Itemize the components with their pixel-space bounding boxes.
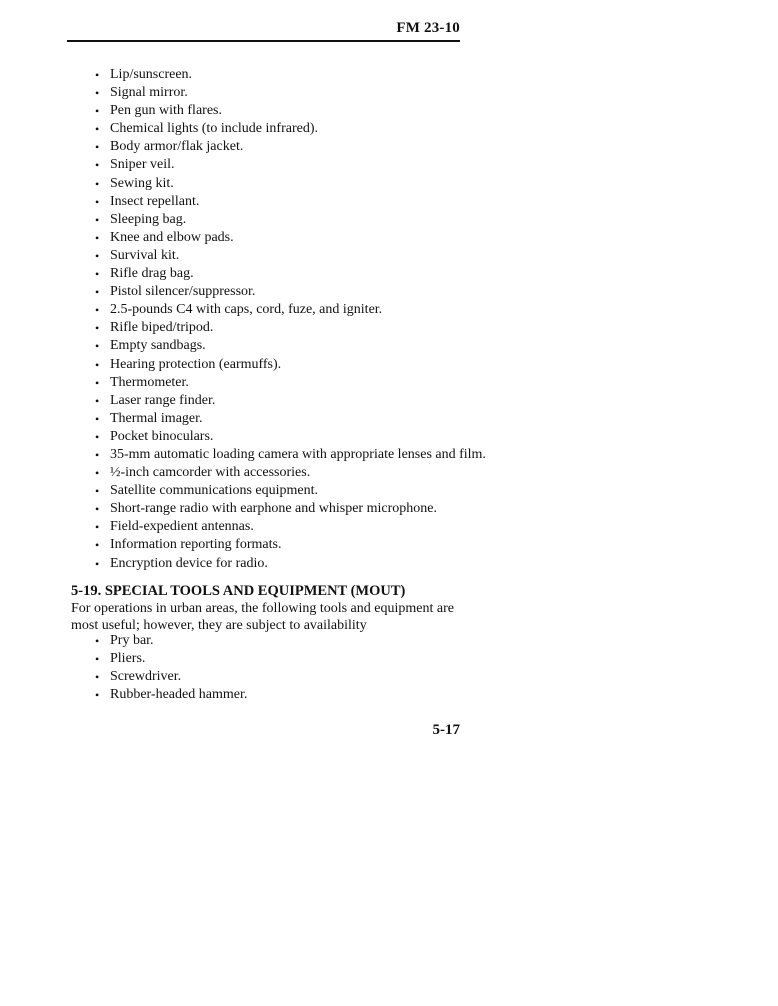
list-item [95, 247, 486, 265]
bullet-icon: • [95, 502, 100, 517]
page-number: 5-17 [432, 722, 460, 738]
bullet-icon: • [95, 104, 100, 119]
bullet-icon: • [95, 321, 100, 336]
bullet-icon: • [95, 267, 100, 282]
list-item-text: Information reporting formats. [110, 537, 282, 553]
list-item [95, 482, 486, 500]
list-item [95, 120, 486, 138]
list-item-text: Screwdriver. [110, 669, 182, 685]
list-item-text: Lip/sunscreen. [110, 67, 193, 82]
list-item [95, 518, 486, 536]
bullet-icon: • [95, 447, 100, 462]
list-item-text: Signal mirror. [110, 85, 188, 101]
bullet-icon: • [95, 466, 100, 481]
list-item-text: Thermal imager. [110, 410, 203, 426]
header-rule [67, 40, 460, 42]
list-item-text: Hearing protection (earmuffs). [110, 356, 282, 372]
list-item [95, 66, 486, 84]
bullet-icon: • [95, 429, 100, 444]
list-item-text: Empty sandbags. [110, 338, 206, 354]
bullet-icon: • [95, 652, 100, 667]
list-item [95, 156, 486, 174]
list-item-text: Pistol silencer/suppressor. [110, 284, 256, 300]
bullet-icon: • [95, 248, 100, 263]
list-item-text: Satellite communications equipment. [110, 483, 319, 499]
list-item-text: Insect repellant. [110, 193, 200, 209]
bullet-icon: • [95, 484, 100, 499]
bullet-icon: • [95, 140, 100, 155]
bullet-icon: • [95, 688, 100, 703]
list-item [95, 229, 486, 247]
bullet-icon: • [95, 634, 100, 648]
list-item-text: Sniper veil. [110, 157, 175, 173]
list-item-text: Laser range finder. [110, 392, 216, 408]
equipment-list [95, 66, 486, 573]
list-item-text: Pocket binoculars. [110, 428, 214, 444]
section-body: For operations in urban areas, the following tools and equipment are most useful; however, they are subject to availability [71, 601, 454, 633]
list-item [95, 102, 486, 120]
list-item [95, 175, 486, 193]
list-item [95, 536, 486, 554]
list-item [95, 686, 248, 704]
list-item [95, 283, 486, 301]
list-item [95, 374, 486, 392]
list-item-text: Pen gun with flares. [110, 103, 222, 119]
list-item-text: Chemical lights (to include infrared). [110, 121, 318, 137]
bullet-icon: • [95, 194, 100, 209]
bullet-icon: • [95, 122, 100, 137]
list-item [95, 668, 247, 686]
list-item [95, 265, 486, 283]
bullet-icon: • [95, 285, 100, 300]
list-item [95, 84, 486, 102]
list-item-text: 2.5-pounds C4 with caps, cord, fuze, and igniter. [110, 302, 383, 318]
list-item [95, 356, 486, 374]
list-item-text: Sleeping bag. [110, 211, 187, 227]
list-item [95, 428, 486, 446]
list-item-text: Knee and elbow pads. [110, 229, 234, 245]
bullet-icon: • [95, 158, 100, 173]
list-item [95, 301, 486, 319]
list-item [95, 632, 247, 650]
tools-list [95, 632, 248, 704]
bullet-icon: • [95, 520, 100, 535]
list-item-text: 35-mm automatic loading camera with appropriate lenses and film. [110, 446, 486, 462]
list-item [95, 410, 486, 428]
list-item [95, 337, 486, 355]
section-heading: 5-19. SPECIAL TOOLS AND EQUIPMENT (MOUT) [71, 583, 406, 599]
list-item [95, 500, 486, 518]
bullet-icon: • [95, 375, 100, 390]
bullet-icon: • [95, 212, 100, 227]
list-item-text: ½-inch camcorder with accessories. [110, 465, 311, 481]
bullet-icon: • [95, 339, 100, 354]
bullet-icon: • [95, 556, 100, 571]
list-item-text: Rifle drag bag. [110, 266, 194, 282]
list-item [95, 319, 486, 337]
bullet-icon: • [95, 303, 100, 318]
bullet-icon: • [95, 670, 100, 685]
list-item [95, 464, 486, 482]
bullet-icon: • [95, 411, 100, 426]
list-item-text: Body armor/flak jacket. [110, 139, 244, 155]
bullet-icon: • [95, 393, 100, 408]
list-item [95, 138, 486, 156]
bullet-icon: • [95, 357, 100, 372]
list-item-text: Thermometer. [110, 374, 189, 390]
list-item-text: Survival kit. [110, 247, 180, 263]
list-item-text: Rifle biped/tripod. [110, 320, 214, 336]
list-item [95, 193, 486, 211]
list-item-text: Pliers. [110, 651, 146, 667]
bullet-icon: • [95, 68, 100, 82]
manual-id: FM 23-10 [396, 20, 460, 36]
list-item-text: Rubber-headed hammer. [110, 687, 248, 703]
bullet-icon: • [95, 86, 100, 101]
list-item-text: Short-range radio with earphone and whisper microphone. [110, 501, 437, 517]
list-item-text: Pry bar. [110, 633, 154, 648]
list-item-text: Encryption device for radio. [110, 555, 268, 571]
list-item [95, 446, 486, 464]
bullet-icon: • [95, 538, 100, 553]
list-item [95, 650, 247, 668]
list-item-text: Field-expedient antennas. [110, 519, 254, 535]
list-item [95, 211, 486, 229]
list-item [95, 392, 486, 410]
list-item-text: Sewing kit. [110, 175, 174, 191]
bullet-icon: • [95, 176, 100, 191]
bullet-icon: • [95, 230, 100, 245]
list-item [95, 555, 486, 573]
